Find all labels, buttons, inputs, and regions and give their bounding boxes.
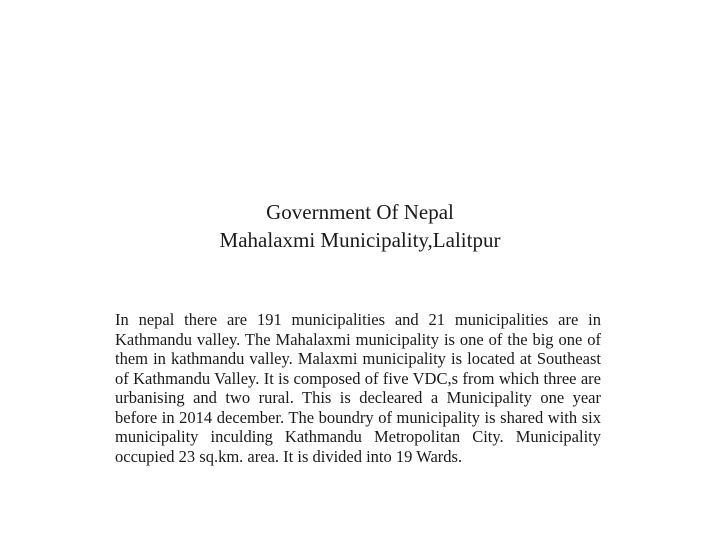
slide-title bbox=[0, 198, 720, 254]
title-line-municipality: Mahalaxmi Municipality,Lalitpur bbox=[219, 228, 501, 252]
title-line-government: Government Of Nepal bbox=[266, 200, 454, 224]
body-paragraph: In nepal there are 191 municipalities and 21 municipalities are in Kathmandu valley. The Mahalaxmi municipality is one of the big one of them in kathmandu valley. Malaxmi municipality is located at Southeast of Kathmandu Valley. It is composed of five VDC,s from which three are urbanising and two rural. This is decleared a Municipality one year before in 2014 december. The boundry of municipality is shared with six municipality inculding Kathmandu Metropolitan City. Municipality occupied 23 sq.km. area. It is divided into 19 Wards. bbox=[115, 310, 601, 466]
